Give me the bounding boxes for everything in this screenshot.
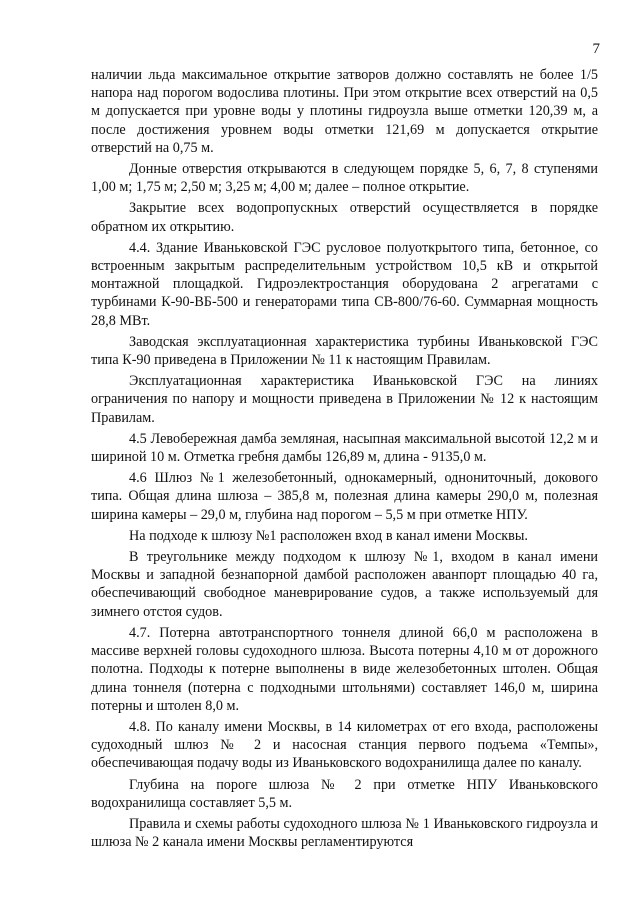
- paragraph: 4.6 Шлюз №1 железобетонный, однокамерный, однониточный, докового типа. Общая длина шлюза – 385,8 м, полезная длина камеры 290,0 м, полезная ширина камеры – 29,0 м, глубина над порогом – 5,5 м при отметке НПУ.: [91, 470, 598, 523]
- paragraph: В треугольнике между подходом к шлюзу №1, входом в канал имени Москвы и западной безнапорной дамбой расположен аванпорт площадью 40 га, обеспечивающий свободное маневрирование судов, а также используемый для зимнего отстоя судов.: [91, 549, 598, 620]
- paragraph: Закрытие всех водопропускных отверстий осуществляется в порядке обратном их открытию.: [91, 200, 598, 235]
- paragraph: На подходе к шлюзу №1 расположен вход в канал имени Москвы.: [129, 527, 528, 544]
- paragraph: 4.4. Здание Иваньковской ГЭС русловое полуоткрытого типа, бетонное, со встроенным закрытым распределительным устройством 10,5 кВ и открытой монтажной площадкой. Гидроэлектростанция оборудована 2 агрегатами с турбинами К-90-ВБ-500 и генераторами типа СВ-800/76-60. Суммарная мощность 28,8 МВт.: [91, 239, 598, 329]
- paragraph: Заводская эксплуатационная характеристика турбины Иваньковской ГЭС типа К-90 приведена в Приложении № 11 к настоящим Правилам.: [91, 333, 598, 369]
- paragraph: Глубина на пороге шлюза № 2 при отметке НПУ Иваньковского водохранилища составляет 5,5 м.: [91, 776, 598, 811]
- paragraph: Эксплуатационная характеристика Иваньковской ГЭС на линиях ограничения по напору и мощности приведена в Приложении № 12 к настоящим Правилам.: [91, 373, 598, 426]
- paragraph: 4.8. По каналу имени Москвы, в 14 километрах от его входа, расположены судоходный шлюз № 2 и насосная станция первого подъема «Темпы», обеспечивающая подачу воды из Иваньковского водохранилища далее по каналу.: [91, 718, 598, 772]
- document-body: [91, 66, 598, 854]
- paragraph: Донные отверстия открываются в следующем порядке 5, 6, 7, 8 ступенями 1,00 м; 1,75 м; 2,50 м; 3,25 м; 4,00 м; далее – полное открытие.: [91, 161, 598, 196]
- paragraph: 4.7. Потерна автотранспортного тоннеля длиной 66,0 м расположена в массиве верхней головы судоходного шлюза. Высота потерны 4,10 м от дорожного полотна. Подходы к потерне выполнены в виде железобетонных штолен. Общая длина тоннеля (потерна с подходными штольнями) составляет 146,0 м, ширина потерны и штолен 8,0 м.: [91, 624, 598, 714]
- paragraph: 4.5 Левобережная дамба земляная, насыпная максимальной высотой 12,2 м и шириной 10 м. Отметка гребня дамбы 126,89 м, длина - 9135,0 м.: [91, 430, 598, 466]
- page-number: 7: [592, 41, 600, 57]
- paragraph: наличии льда максимальное открытие затворов должно составлять не более 1/5 напора над порогом водослива плотины. При этом открытие всех отверстий на 0,5 м допускается при уровне воды у плотины гидроузла выше отметки 120,39 м, а после достижения уровнем воды отметки 121,69 м допускается открытие отверстий на 0,75 м.: [91, 67, 598, 156]
- paragraph: Правила и схемы работы судоходного шлюза № 1 Иваньковского гидроузла и шлюза № 2 канала имени Москвы регламентируются: [91, 815, 598, 851]
